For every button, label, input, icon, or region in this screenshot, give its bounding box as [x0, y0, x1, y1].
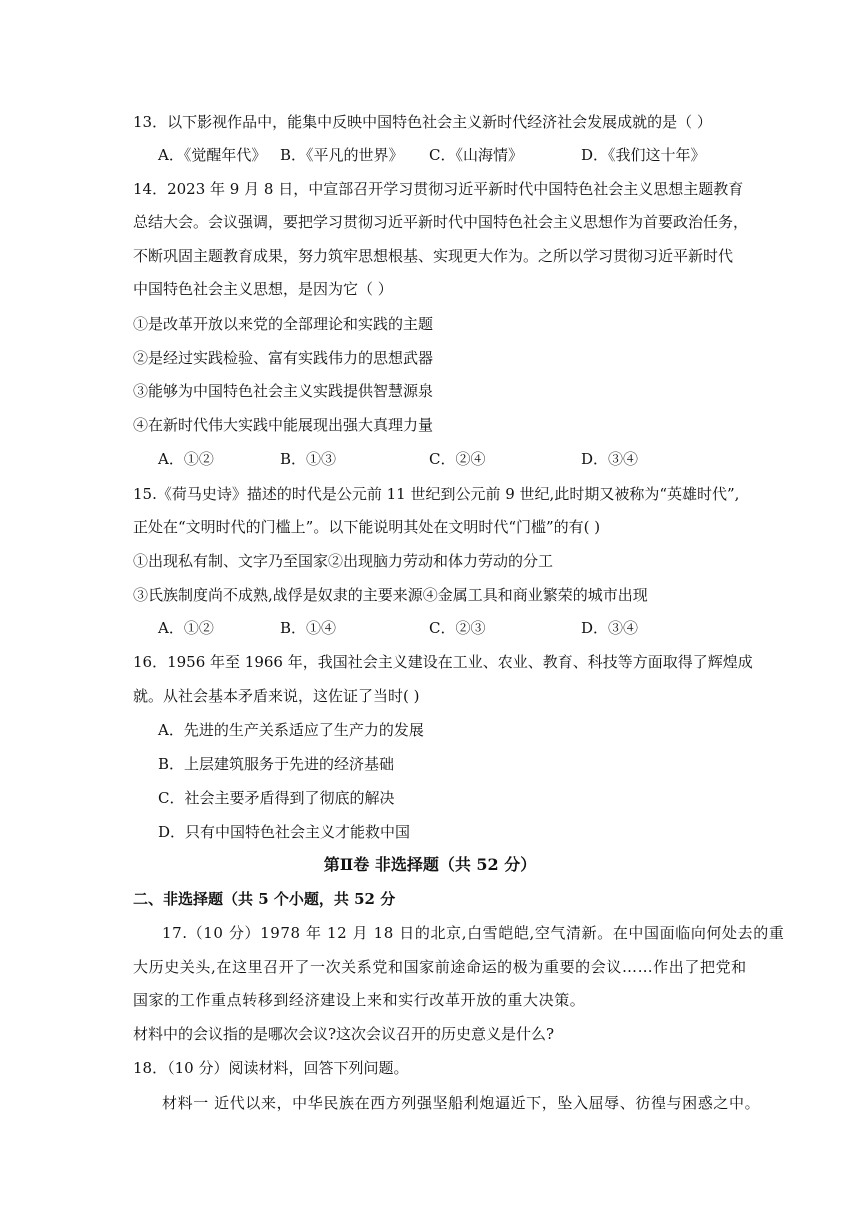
q14-stem-line-3: 不断巩固主题教育成果，努力筑牢思想根基、实现更大作为。之所以学习贯彻习近平新时代: [133, 247, 734, 265]
q16-option-c: C．社会主要矛盾得到了彻底的解决: [158, 789, 395, 807]
q13-stem: 13．以下影视作品中，能集中反映中国特色社会主义新时代经济社会发展成就的是（ ）: [133, 113, 712, 131]
q14-option-d: D．③④: [581, 450, 639, 468]
q14-option-c: C．②④: [429, 450, 486, 468]
q13-option-d: D．《我们这十年》: [581, 146, 706, 164]
q15-stem-line-1: 15.《荷马史诗》描述的时代是公元前 11 世纪到公元前 9 世纪,此时期又被称为“英雄时代”,: [133, 485, 740, 503]
q16-option-b: B．上层建筑服务于先进的经济基础: [158, 755, 395, 773]
q14-stem-line-2: 总结大会。会议强调，要把学习贯彻习近平新时代中国特色社会主义思想作为首要政治任务，: [133, 213, 749, 231]
q13-option-b: B．《平凡的世界》: [280, 146, 404, 164]
q16-stem-line-1: 16．1956 年至 1966 年，我国社会主义建设在工业、农业、教育、科技等方面取得了辉煌成: [133, 653, 753, 671]
q15-stem-line-2: 正处在“文明时代的门槛上”。以下能说明其处在文明时代“门槛”的有( ): [133, 518, 601, 536]
q14-statement-4: ④在新时代伟大实践中能展现出强大真理力量: [133, 416, 434, 434]
q15-statement-1: ①出现私有制、文字乃至国家②出现脑力劳动和体力劳动的分工: [133, 552, 554, 570]
q18-material-1: 材料一 近代以来，中华民族在西方列强坚船利炮逼近下，坠入屈辱、彷徨与困惑之中。: [162, 1094, 761, 1112]
q17-line-1: 17.（10 分）1978 年 12 月 18 日的北京,白雪皑皑,空气清新。在中国面临向何处去的重: [162, 924, 785, 942]
section-title: 第Ⅱ卷 非选择题（共 52 分）: [323, 855, 537, 874]
q14-option-a: A．①②: [158, 450, 214, 468]
q16-option-d: D．只有中国特色社会主义才能救中国: [158, 823, 411, 841]
section-subtitle: 二、非选择题（共 5 个小题，共 52 分: [133, 890, 396, 908]
q17-line-3: 国家的工作重点转移到经济建设上来和实行改革开放的重大决策。: [133, 991, 586, 1009]
q15-option-a: A．①②: [158, 619, 214, 637]
q17-question: 材料中的会议指的是哪次会议?这次会议召开的历史意义是什么?: [133, 1025, 555, 1043]
q16-option-a: A．先进的生产关系适应了生产力的发展: [158, 721, 424, 739]
q13-option-a: A．《觉醒年代》: [158, 146, 267, 164]
q17-line-2: 大历史关头,在这里召开了一次关系党和国家前途命运的极为重要的会议……作出了把党和: [133, 958, 747, 976]
q14-stem-line-4: 中国特色社会主义思想，是因为它（ ）: [133, 280, 393, 298]
q15-option-c: C．②③: [429, 619, 486, 637]
q14-option-b: B．①③: [280, 450, 337, 468]
q18-stem: 18．（10 分）阅读材料，回答下列问题。: [133, 1059, 409, 1077]
q16-stem-line-2: 就。从社会基本矛盾来说，这佐证了当时( ): [133, 687, 420, 705]
q14-stem-line-1: 14．2023 年 9 月 8 日，中宣部召开学习贯彻习近平新时代中国特色社会主义思想主题教育: [133, 180, 744, 198]
q14-statement-1: ①是改革开放以来党的全部理论和实践的主题: [133, 315, 434, 333]
q15-option-b: B．①④: [280, 619, 337, 637]
q14-statement-2: ②是经过实践检验、富有实践伟力的思想武器: [133, 349, 434, 367]
q15-statement-2: ③氏族制度尚不成熟,战俘是奴隶的主要来源④金属工具和商业繁荣的城市出现: [133, 586, 648, 604]
q13-option-c: C．《山海情》: [429, 146, 523, 164]
q14-statement-3: ③能够为中国特色社会主义实践提供智慧源泉: [133, 382, 434, 400]
q15-option-d: D．③④: [581, 619, 639, 637]
